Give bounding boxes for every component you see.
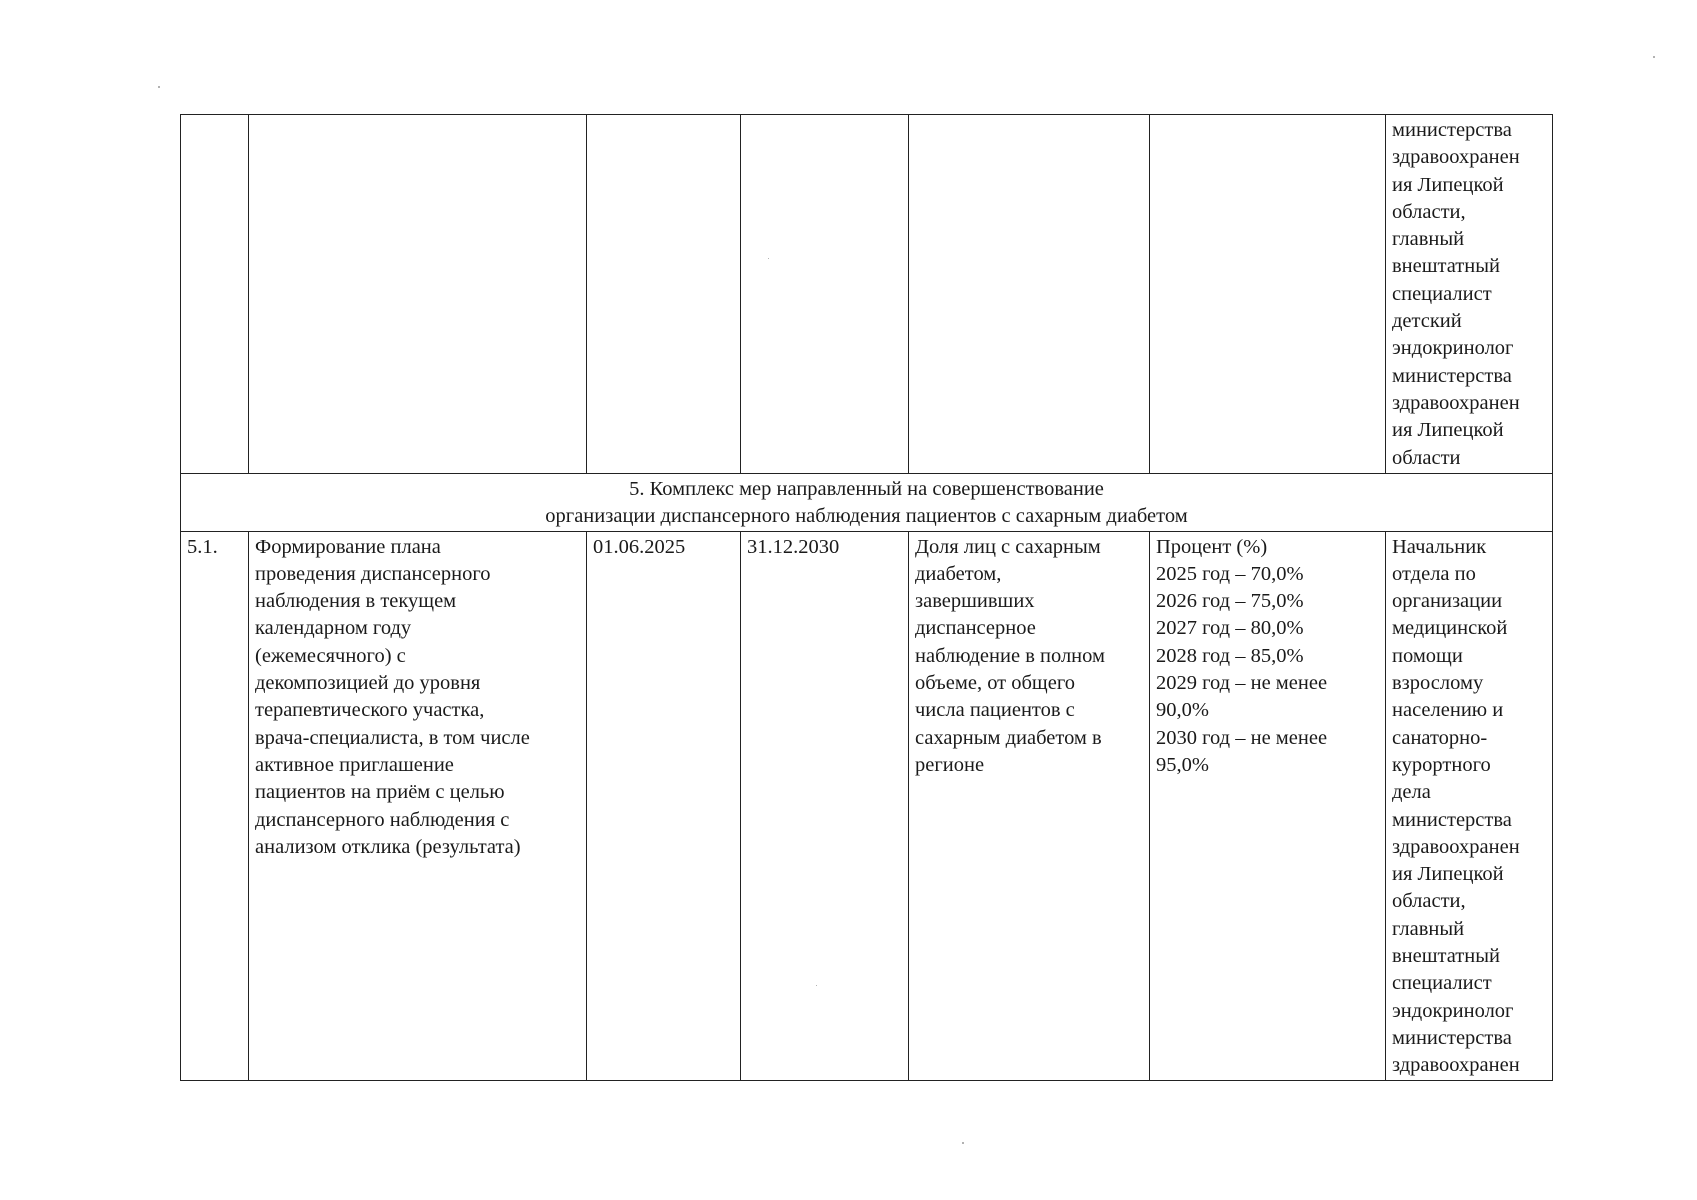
cell-end-date bbox=[741, 531, 909, 1080]
responsible-line: ия Липецкой bbox=[1392, 863, 1504, 886]
responsible-line: области, bbox=[1392, 890, 1466, 913]
end-date: 31.12.2030 bbox=[747, 535, 840, 558]
measure-line: диспансерного наблюдения с bbox=[255, 808, 510, 831]
responsible-line: здравоохранен bbox=[1392, 1054, 1520, 1077]
section-title-line-1: 5. Комплекс мер направленный на совершенствование bbox=[629, 478, 1104, 500]
responsible-line: ия Липецкой bbox=[1392, 419, 1504, 442]
indicator-line: наблюдение в полном bbox=[915, 644, 1105, 667]
measures-table bbox=[180, 114, 1553, 1081]
measure-line: терапевтического участка, bbox=[255, 699, 485, 722]
scan-speck bbox=[962, 1142, 964, 1144]
target-line: 2029 год – не менее bbox=[1156, 672, 1328, 695]
measure-line: проведения диспансерного bbox=[255, 562, 491, 585]
row-number: 5.1. bbox=[187, 535, 218, 558]
responsible-line: отдела по bbox=[1392, 562, 1476, 585]
measure-line: пациентов на приём с целью bbox=[255, 781, 505, 804]
target-line: 2030 год – не менее bbox=[1156, 726, 1328, 749]
cell-start-date-empty bbox=[587, 115, 741, 474]
cell-number-empty bbox=[181, 115, 249, 474]
responsible-line: области, bbox=[1392, 200, 1466, 223]
scan-speck bbox=[816, 985, 817, 986]
section-title-line-2: организации диспансерного наблюдения пациентов с сахарным диабетом bbox=[545, 505, 1188, 528]
table-row-5-1 bbox=[181, 531, 1553, 1080]
responsible-line: помощи bbox=[1392, 644, 1463, 667]
responsible-line: населению и bbox=[1392, 699, 1504, 722]
cell-measure bbox=[249, 531, 587, 1080]
measure-line: календарном году bbox=[255, 617, 412, 640]
cell-start-date bbox=[587, 531, 741, 1080]
cell-indicator bbox=[909, 531, 1150, 1080]
indicator-line: завершивших bbox=[915, 590, 1035, 613]
responsible-line: Начальник bbox=[1392, 535, 1487, 558]
responsible-line: министерства bbox=[1392, 1026, 1512, 1049]
responsible-line: министерства bbox=[1392, 808, 1512, 831]
responsible-line: области bbox=[1392, 446, 1461, 469]
indicator-line: сахарным диабетом в bbox=[915, 726, 1102, 749]
indicator-line: диабетом, bbox=[915, 562, 1002, 585]
cell-end-date-empty bbox=[741, 115, 909, 474]
section-title-cell bbox=[181, 474, 1553, 532]
cell-responsible-continuation bbox=[1386, 115, 1553, 474]
start-date: 01.06.2025 bbox=[593, 535, 686, 558]
responsible-line: внештатный bbox=[1392, 945, 1500, 968]
responsible-line: ия Липецкой bbox=[1392, 173, 1504, 196]
cell-target-empty bbox=[1150, 115, 1386, 474]
measure-line: Формирование плана bbox=[255, 535, 441, 558]
indicator-line: регионе bbox=[915, 753, 985, 776]
measure-line: анализом отклика (результата) bbox=[255, 835, 521, 858]
target-line: Процент (%) bbox=[1156, 535, 1268, 558]
responsible-line: курортного bbox=[1392, 753, 1491, 776]
measure-line: (ежемесячного) с bbox=[255, 644, 406, 667]
scan-speck bbox=[158, 86, 160, 88]
target-line: 95,0% bbox=[1156, 753, 1209, 776]
target-line: 90,0% bbox=[1156, 699, 1209, 722]
responsible-line: главный bbox=[1392, 228, 1465, 251]
target-line: 2027 год – 80,0% bbox=[1156, 617, 1304, 640]
cell-measure-empty bbox=[249, 115, 587, 474]
table-row-continuation bbox=[181, 115, 1553, 474]
responsible-line: специалист bbox=[1392, 972, 1492, 995]
scan-speck bbox=[1653, 56, 1655, 58]
responsible-line: эндокринолог bbox=[1392, 337, 1514, 360]
responsible-line: здравоохранен bbox=[1392, 391, 1520, 414]
responsible-line: министерства bbox=[1392, 119, 1512, 141]
responsible-line: здравоохранен bbox=[1392, 835, 1520, 858]
responsible-line: организации bbox=[1392, 590, 1503, 613]
target-line: 2025 год – 70,0% bbox=[1156, 562, 1304, 585]
scan-speck bbox=[768, 258, 769, 259]
responsible-line: специалист bbox=[1392, 282, 1492, 305]
cell-target-values bbox=[1150, 531, 1386, 1080]
responsible-line: министерства bbox=[1392, 364, 1512, 387]
responsible-line: медицинской bbox=[1392, 617, 1508, 640]
measure-line: декомпозицией до уровня bbox=[255, 672, 481, 695]
responsible-line: дела bbox=[1392, 781, 1431, 804]
responsible-line: главный bbox=[1392, 917, 1465, 940]
measure-line: наблюдения в текущем bbox=[255, 590, 457, 613]
target-line: 2028 год – 85,0% bbox=[1156, 644, 1304, 667]
indicator-line: диспансерное bbox=[915, 617, 1036, 640]
target-line: 2026 год – 75,0% bbox=[1156, 590, 1304, 613]
section-header-row bbox=[181, 474, 1553, 532]
responsible-line: внештатный bbox=[1392, 255, 1500, 278]
measure-line: врача-специалиста, в том числе bbox=[255, 726, 530, 749]
responsible-line: детский bbox=[1392, 310, 1462, 333]
indicator-line: Доля лиц с сахарным bbox=[915, 535, 1101, 558]
cell-number bbox=[181, 531, 249, 1080]
measure-line: активное приглашение bbox=[255, 753, 454, 776]
responsible-line: здравоохранен bbox=[1392, 146, 1520, 169]
cell-indicator-empty bbox=[909, 115, 1150, 474]
indicator-line: числа пациентов с bbox=[915, 699, 1075, 722]
responsible-line: взрослому bbox=[1392, 672, 1484, 695]
indicator-line: объеме, от общего bbox=[915, 672, 1075, 695]
cell-responsible bbox=[1386, 531, 1553, 1080]
responsible-line: санаторно- bbox=[1392, 726, 1488, 749]
responsible-line: эндокринолог bbox=[1392, 999, 1514, 1022]
